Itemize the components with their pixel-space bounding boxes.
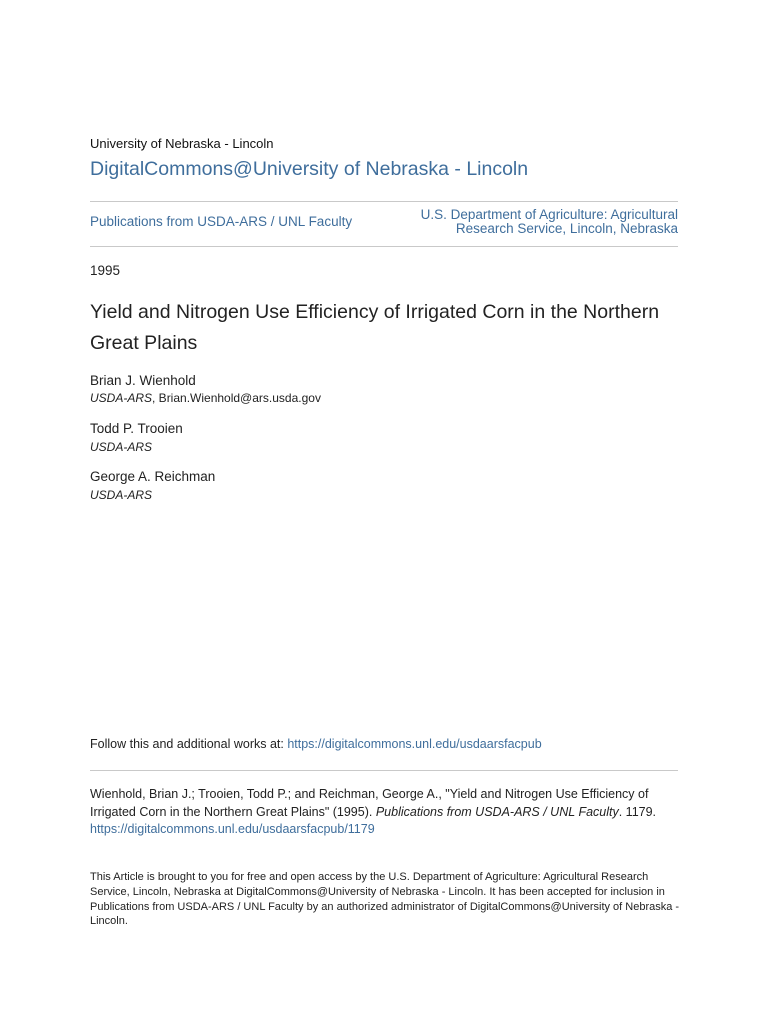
- author-email: , Brian.Wienhold@ars.usda.gov: [152, 391, 321, 405]
- author-name: George A. Reichman: [90, 469, 216, 484]
- institution-name: University of Nebraska - Lincoln: [90, 136, 274, 151]
- middle-divider: [90, 246, 678, 247]
- citation-text: Wienhold, Brian J.; Trooien, Todd P.; and Reichman, George A., "Yield and Nitrogen Use Efficiency of Irrigated Corn in the Northern Great Plains" (1995).: [90, 787, 649, 819]
- author-name: Todd P. Trooien: [90, 421, 183, 436]
- citation-series: Publications from USDA-ARS / UNL Faculty: [375, 804, 619, 819]
- author-affiliation: [90, 391, 321, 405]
- department-link[interactable]: [378, 208, 678, 236]
- affiliation-org: USDA-ARS: [90, 440, 153, 454]
- follow-label: Follow this and additional works at:: [90, 737, 288, 751]
- follow-line: [90, 737, 542, 751]
- bottom-divider: [90, 770, 678, 771]
- citation-number: . 1179.: [618, 804, 657, 819]
- publication-year: 1995: [90, 263, 121, 278]
- collection-link[interactable]: Publications from USDA-ARS / UNL Faculty: [90, 214, 353, 229]
- citation-url-link[interactable]: https://digitalcommons.unl.edu/usdaarsfacpub/1179: [90, 822, 375, 836]
- author-affiliation: [90, 440, 152, 454]
- department-link-line1: U.S. Department of Agriculture: Agricultural: [420, 207, 678, 222]
- author-affiliation: [90, 488, 152, 502]
- repository-link[interactable]: DigitalCommons@University of Nebraska - Lincoln: [90, 158, 529, 180]
- affiliation-org: USDA-ARS: [90, 391, 153, 405]
- recommended-citation: [90, 786, 680, 839]
- author-name: Brian J. Wienhold: [90, 373, 196, 388]
- follow-url-link[interactable]: https://digitalcommons.unl.edu/usdaarsfacpub: [287, 737, 542, 751]
- access-notice: This Article is brought to you for free and open access by the U.S. Department of Agriculture: Agricultural Research Service, Lincoln, Nebraska at DigitalCommons@University of Nebraska - Lincoln. It has been accepted for inclusion in Publications from USDA-ARS / UNL Faculty by an authorized administrator of DigitalCommons@University of Nebraska - Lincoln.: [90, 871, 680, 928]
- affiliation-org: USDA-ARS: [90, 488, 153, 502]
- top-divider: [90, 201, 678, 202]
- article-title: Yield and Nitrogen Use Efficiency of Irrigated Corn in the Northern Great Plains: [90, 301, 660, 354]
- department-link-line2: Research Service, Lincoln, Nebraska: [455, 221, 678, 236]
